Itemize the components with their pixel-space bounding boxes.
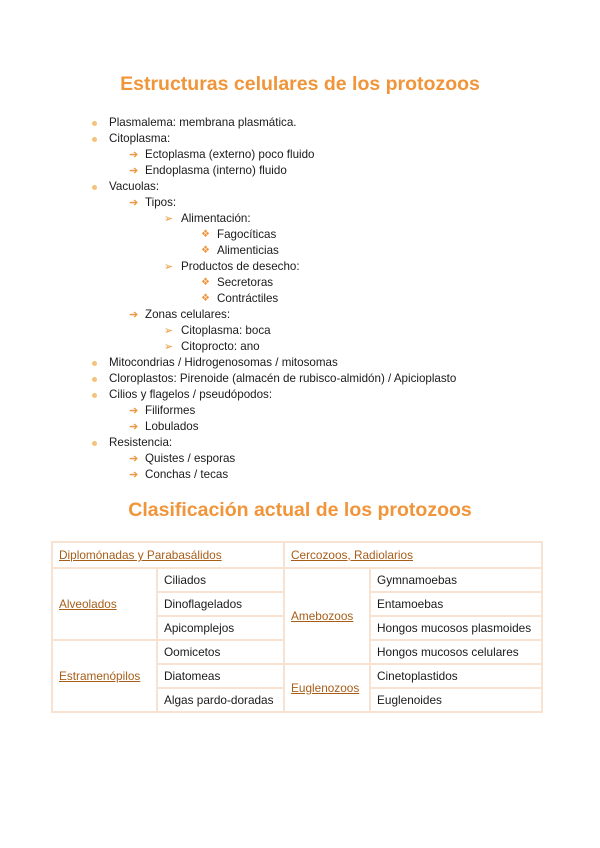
page-title: Estructuras celulares de los protozoos — [120, 73, 480, 95]
table-cell: Euglenoides — [370, 688, 542, 712]
list-item: ➔ Filiformes — [129, 404, 196, 417]
list-item: ➔ Zonas celulares: — [129, 308, 231, 321]
link-amebozoos[interactable]: Amebozoos — [291, 609, 354, 623]
bullet-icon — [92, 185, 97, 190]
bullet-icon — [92, 121, 97, 126]
list-item: ➢ Citoplasma: boca — [164, 324, 271, 337]
table-cell[interactable] — [52, 568, 157, 640]
list-item: ❖ Secretoras — [201, 276, 274, 289]
list-item: ➔ Conchas / tecas — [129, 468, 229, 481]
link-alveolados[interactable]: Alveolados — [59, 597, 117, 611]
table-cell[interactable] — [284, 568, 370, 664]
table-cell[interactable] — [52, 640, 157, 712]
table-cell[interactable] — [52, 542, 284, 568]
arrow-right-icon: ➔ — [129, 197, 139, 209]
list-item: ➢ Productos de desecho: — [164, 260, 300, 273]
arrow-right-icon: ➔ — [129, 421, 139, 433]
list-item: ❖ Fagocíticas — [201, 228, 277, 241]
diamond-icon: ❖ — [201, 293, 210, 304]
list-item: ❖ Alimenticias — [201, 244, 279, 257]
list-item: ➔ Quistes / esporas — [129, 452, 236, 465]
bullet-icon — [92, 377, 97, 382]
list-item: Vacuolas: — [92, 179, 159, 195]
table-cell: Cinetoplastidos — [370, 664, 542, 688]
diamond-icon: ❖ — [201, 245, 210, 256]
list-item: Cloroplastos: Pirenoide (almacén de rubisco-almidón) / Apicioplasto — [92, 371, 456, 387]
bullet-icon — [92, 393, 97, 398]
table-row — [52, 568, 542, 592]
list-item: ➔ Endoplasma (interno) fluido — [129, 164, 287, 177]
table-cell[interactable] — [284, 542, 542, 568]
arrow-right-icon: ➔ — [129, 453, 139, 465]
link-cercozoos[interactable]: Cercozoos, Radiolarios — [291, 548, 413, 562]
list-item: Plasmalema: membrana plasmática. — [92, 115, 297, 131]
diamond-icon: ❖ — [201, 229, 210, 240]
classification-table — [51, 541, 543, 713]
table-row — [52, 542, 542, 568]
table-cell: Gymnamoebas — [370, 568, 542, 592]
triangle-arrow-icon: ➢ — [164, 341, 174, 353]
arrow-right-icon: ➔ — [129, 309, 139, 321]
list-item: ➔ Ectoplasma (externo) poco fluido — [129, 148, 315, 161]
list-item: Resistencia: — [92, 435, 172, 451]
list-item: ➢ Citoprocto: ano — [164, 340, 260, 353]
table-cell[interactable] — [284, 664, 370, 712]
bullet-icon — [92, 137, 97, 142]
link-estramenopilos[interactable]: Estramenópilos — [59, 669, 141, 683]
table-cell: Oomicetos — [157, 640, 284, 664]
list-item: Citoplasma: — [92, 131, 170, 147]
list-item: ➢ Alimentación: — [164, 212, 251, 225]
arrow-right-icon: ➔ — [129, 469, 139, 481]
list-item: ➔ Tipos: — [129, 196, 177, 209]
table-cell: Diatomeas — [157, 664, 284, 688]
table-cell: Algas pardo-doradas — [157, 688, 284, 712]
table-cell: Apicomplejos — [157, 616, 284, 640]
list-item: ➔ Lobulados — [129, 420, 199, 433]
link-diplomonadas[interactable]: Diplomónadas y Parabasálidos — [59, 548, 222, 562]
section-title: Clasificación actual de los protozoos — [128, 499, 472, 521]
arrow-right-icon: ➔ — [129, 149, 139, 161]
bullet-icon — [92, 361, 97, 366]
table-cell: Hongos mucosos celulares — [370, 640, 542, 664]
diamond-icon: ❖ — [201, 277, 210, 288]
link-euglenozoos[interactable]: Euglenozoos — [291, 681, 360, 695]
table-cell: Dinoflagelados — [157, 592, 284, 616]
arrow-right-icon: ➔ — [129, 165, 139, 177]
triangle-arrow-icon: ➢ — [164, 325, 174, 337]
table-cell: Hongos mucosos plasmoides — [370, 616, 542, 640]
triangle-arrow-icon: ➢ — [164, 261, 174, 273]
bullet-icon — [92, 441, 97, 446]
list-item: Mitocondrias / Hidrogenosomas / mitosomas — [92, 355, 338, 371]
table-cell: Ciliados — [157, 568, 284, 592]
list-item: Cilios y flagelos / pseudópodos: — [92, 387, 272, 403]
arrow-right-icon: ➔ — [129, 405, 139, 417]
triangle-arrow-icon: ➢ — [164, 213, 174, 225]
table-cell: Entamoebas — [370, 592, 542, 616]
list-item: ❖ Contráctiles — [201, 292, 279, 305]
